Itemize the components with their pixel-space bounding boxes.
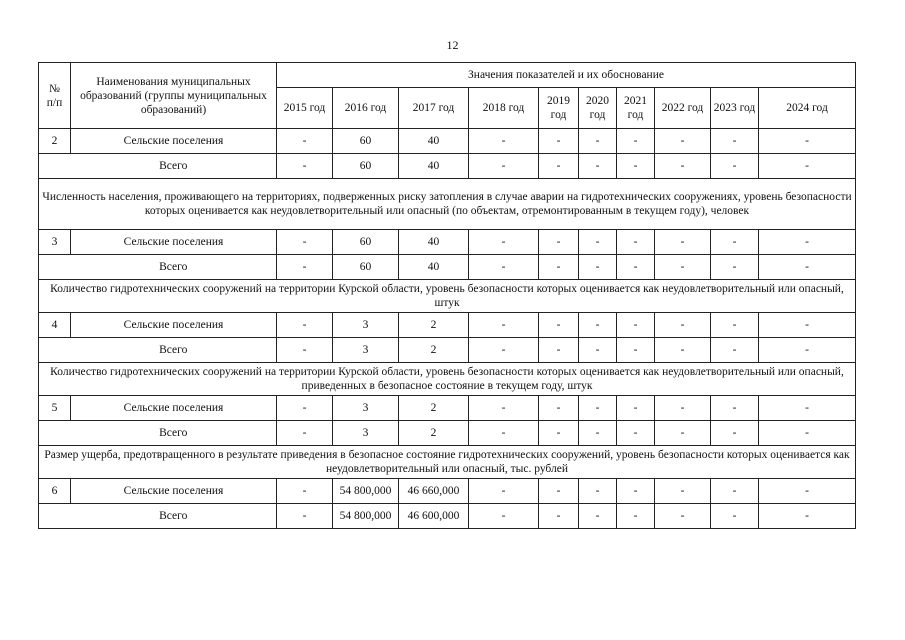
row-value: -	[277, 504, 333, 529]
row-value: -	[711, 479, 759, 504]
row-value: 60	[333, 154, 399, 179]
table-row	[39, 396, 856, 421]
row-value: 2	[399, 396, 469, 421]
header-year-7: 2022 год	[655, 88, 711, 129]
row-value: -	[539, 230, 579, 255]
row-value: -	[277, 479, 333, 504]
header-year-1: 2016 год	[333, 88, 399, 129]
row-value: -	[655, 421, 711, 446]
row-value: -	[579, 154, 617, 179]
section-title: Количество гидротехнических сооружений на территории Курской области, уровень безопасности которых оценивается как неудовлетворительный или опасный, штук	[39, 280, 856, 313]
row-value: -	[655, 504, 711, 529]
row-value: 3	[333, 421, 399, 446]
row-value: -	[579, 129, 617, 154]
row-value: 60	[333, 255, 399, 280]
row-value: -	[759, 479, 856, 504]
row-value: -	[277, 230, 333, 255]
header-year-0: 2015 год	[277, 88, 333, 129]
row-value: -	[469, 396, 539, 421]
row-value: -	[579, 504, 617, 529]
row-value: -	[655, 230, 711, 255]
row-value: -	[469, 313, 539, 338]
row-value: -	[579, 255, 617, 280]
row-value: -	[579, 313, 617, 338]
header-year-6: 2021 год	[617, 88, 655, 129]
row-value: -	[711, 129, 759, 154]
section-title-row	[39, 446, 856, 479]
table-row	[39, 479, 856, 504]
row-value: -	[277, 313, 333, 338]
row-value: -	[759, 504, 856, 529]
row-value: -	[539, 129, 579, 154]
row-value: -	[617, 230, 655, 255]
header-year-2: 2017 год	[399, 88, 469, 129]
row-value: -	[759, 154, 856, 179]
row-value: -	[277, 129, 333, 154]
header-year-3: 2018 год	[469, 88, 539, 129]
row-value: -	[655, 129, 711, 154]
row-number	[39, 421, 71, 446]
section-title: Количество гидротехнических сооружений на территории Курской области, уровень безопасности которых оценивается как неудовлетворительный или опасный, приведенных в безопасное состояние в текущем году, штук	[39, 363, 856, 396]
row-value: -	[539, 255, 579, 280]
row-value: -	[277, 255, 333, 280]
row-value: -	[539, 313, 579, 338]
row-value: 46 600,000	[399, 504, 469, 529]
table-row	[39, 504, 856, 529]
row-value: 54 800,000	[333, 479, 399, 504]
row-value: -	[277, 396, 333, 421]
row-number: 4	[39, 313, 71, 338]
row-value: -	[539, 154, 579, 179]
row-value: -	[617, 313, 655, 338]
row-name: Всего	[71, 504, 277, 529]
section-title-row	[39, 363, 856, 396]
row-name: Всего	[71, 421, 277, 446]
row-value: -	[711, 313, 759, 338]
row-number: 6	[39, 479, 71, 504]
row-value: -	[617, 479, 655, 504]
section-title: Размер ущерба, предотвращенного в результате приведения в безопасное состояние гидротехнических сооружений, уровень безопасности которых оценивается как неудовлетворительный или опасный, тыс. рублей	[39, 446, 856, 479]
row-value: 2	[399, 313, 469, 338]
row-value: -	[655, 479, 711, 504]
row-value: -	[469, 230, 539, 255]
row-value: -	[579, 396, 617, 421]
row-value: -	[759, 230, 856, 255]
row-value: -	[469, 338, 539, 363]
row-name: Сельские поселения	[71, 230, 277, 255]
row-value: -	[579, 338, 617, 363]
row-name: Сельские поселения	[71, 129, 277, 154]
row-value: -	[469, 154, 539, 179]
row-value: -	[539, 504, 579, 529]
section-title-row	[39, 280, 856, 313]
row-number: 3	[39, 230, 71, 255]
row-value: -	[617, 154, 655, 179]
row-value: -	[711, 421, 759, 446]
row-value: -	[277, 154, 333, 179]
row-number	[39, 504, 71, 529]
header-year-9: 2024 год	[759, 88, 856, 129]
table-row	[39, 421, 856, 446]
header-num: № п/п	[39, 63, 71, 129]
table-row	[39, 154, 856, 179]
row-value: 3	[333, 313, 399, 338]
row-name: Сельские поселения	[71, 479, 277, 504]
row-value: -	[759, 421, 856, 446]
row-value: -	[469, 129, 539, 154]
row-value: -	[711, 338, 759, 363]
header-year-5: 2020 год	[579, 88, 617, 129]
row-value: -	[469, 255, 539, 280]
row-value: 40	[399, 129, 469, 154]
row-value: -	[655, 338, 711, 363]
row-value: -	[539, 479, 579, 504]
row-value: 60	[333, 129, 399, 154]
row-value: -	[655, 313, 711, 338]
row-value: -	[759, 338, 856, 363]
row-value: -	[759, 313, 856, 338]
indicators-table	[38, 62, 856, 529]
row-value: -	[655, 396, 711, 421]
row-value: -	[617, 255, 655, 280]
row-value: 46 660,000	[399, 479, 469, 504]
row-value: 3	[333, 338, 399, 363]
row-name: Сельские поселения	[71, 396, 277, 421]
row-value: -	[617, 396, 655, 421]
row-value: -	[617, 338, 655, 363]
row-value: -	[469, 421, 539, 446]
row-value: -	[711, 255, 759, 280]
row-value: -	[759, 396, 856, 421]
table-row	[39, 129, 856, 154]
row-value: -	[579, 230, 617, 255]
row-value: 2	[399, 421, 469, 446]
row-value: -	[539, 421, 579, 446]
page-number: 12	[446, 38, 459, 52]
row-value: -	[617, 129, 655, 154]
table-row	[39, 313, 856, 338]
header-values: Значения показателей и их обоснование	[277, 63, 856, 88]
row-value: 40	[399, 154, 469, 179]
table-body	[39, 63, 856, 529]
row-value: -	[579, 479, 617, 504]
row-value: -	[617, 421, 655, 446]
row-value: -	[617, 504, 655, 529]
header-name: Наименования муниципальных образований (группы муниципальных образований)	[71, 63, 277, 129]
row-value: -	[759, 129, 856, 154]
row-value: 2	[399, 338, 469, 363]
row-value: -	[711, 230, 759, 255]
row-value: -	[469, 479, 539, 504]
row-value: 60	[333, 230, 399, 255]
row-number	[39, 255, 71, 280]
row-value: -	[579, 421, 617, 446]
header-year-4: 2019 год	[539, 88, 579, 129]
table-row	[39, 338, 856, 363]
row-value: -	[539, 396, 579, 421]
row-value: -	[759, 255, 856, 280]
row-value: -	[539, 338, 579, 363]
row-value: -	[711, 154, 759, 179]
row-name: Сельские поселения	[71, 313, 277, 338]
section-title: Численность населения, проживающего на территориях, подверженных риску затопления в случае аварии на гидротехнических сооружениях, уровень безопасности которых оценивается как неудовлетворительный или опасный (по объектам, отремонтированным в текущем году), человек	[39, 179, 856, 230]
row-value: -	[469, 504, 539, 529]
table-row	[39, 255, 856, 280]
row-name: Всего	[71, 154, 277, 179]
section-title-row	[39, 179, 856, 230]
row-value: 3	[333, 396, 399, 421]
row-number	[39, 154, 71, 179]
row-value: -	[277, 338, 333, 363]
row-value: -	[277, 421, 333, 446]
table-row	[39, 230, 856, 255]
row-number: 5	[39, 396, 71, 421]
row-value: -	[655, 154, 711, 179]
row-value: 54 800,000	[333, 504, 399, 529]
row-number: 2	[39, 129, 71, 154]
row-name: Всего	[71, 338, 277, 363]
row-value: -	[655, 255, 711, 280]
row-value: 40	[399, 255, 469, 280]
row-value: -	[711, 396, 759, 421]
row-name: Всего	[71, 255, 277, 280]
row-value: 40	[399, 230, 469, 255]
row-number	[39, 338, 71, 363]
row-value: -	[711, 504, 759, 529]
header-year-8: 2023 год	[711, 88, 759, 129]
